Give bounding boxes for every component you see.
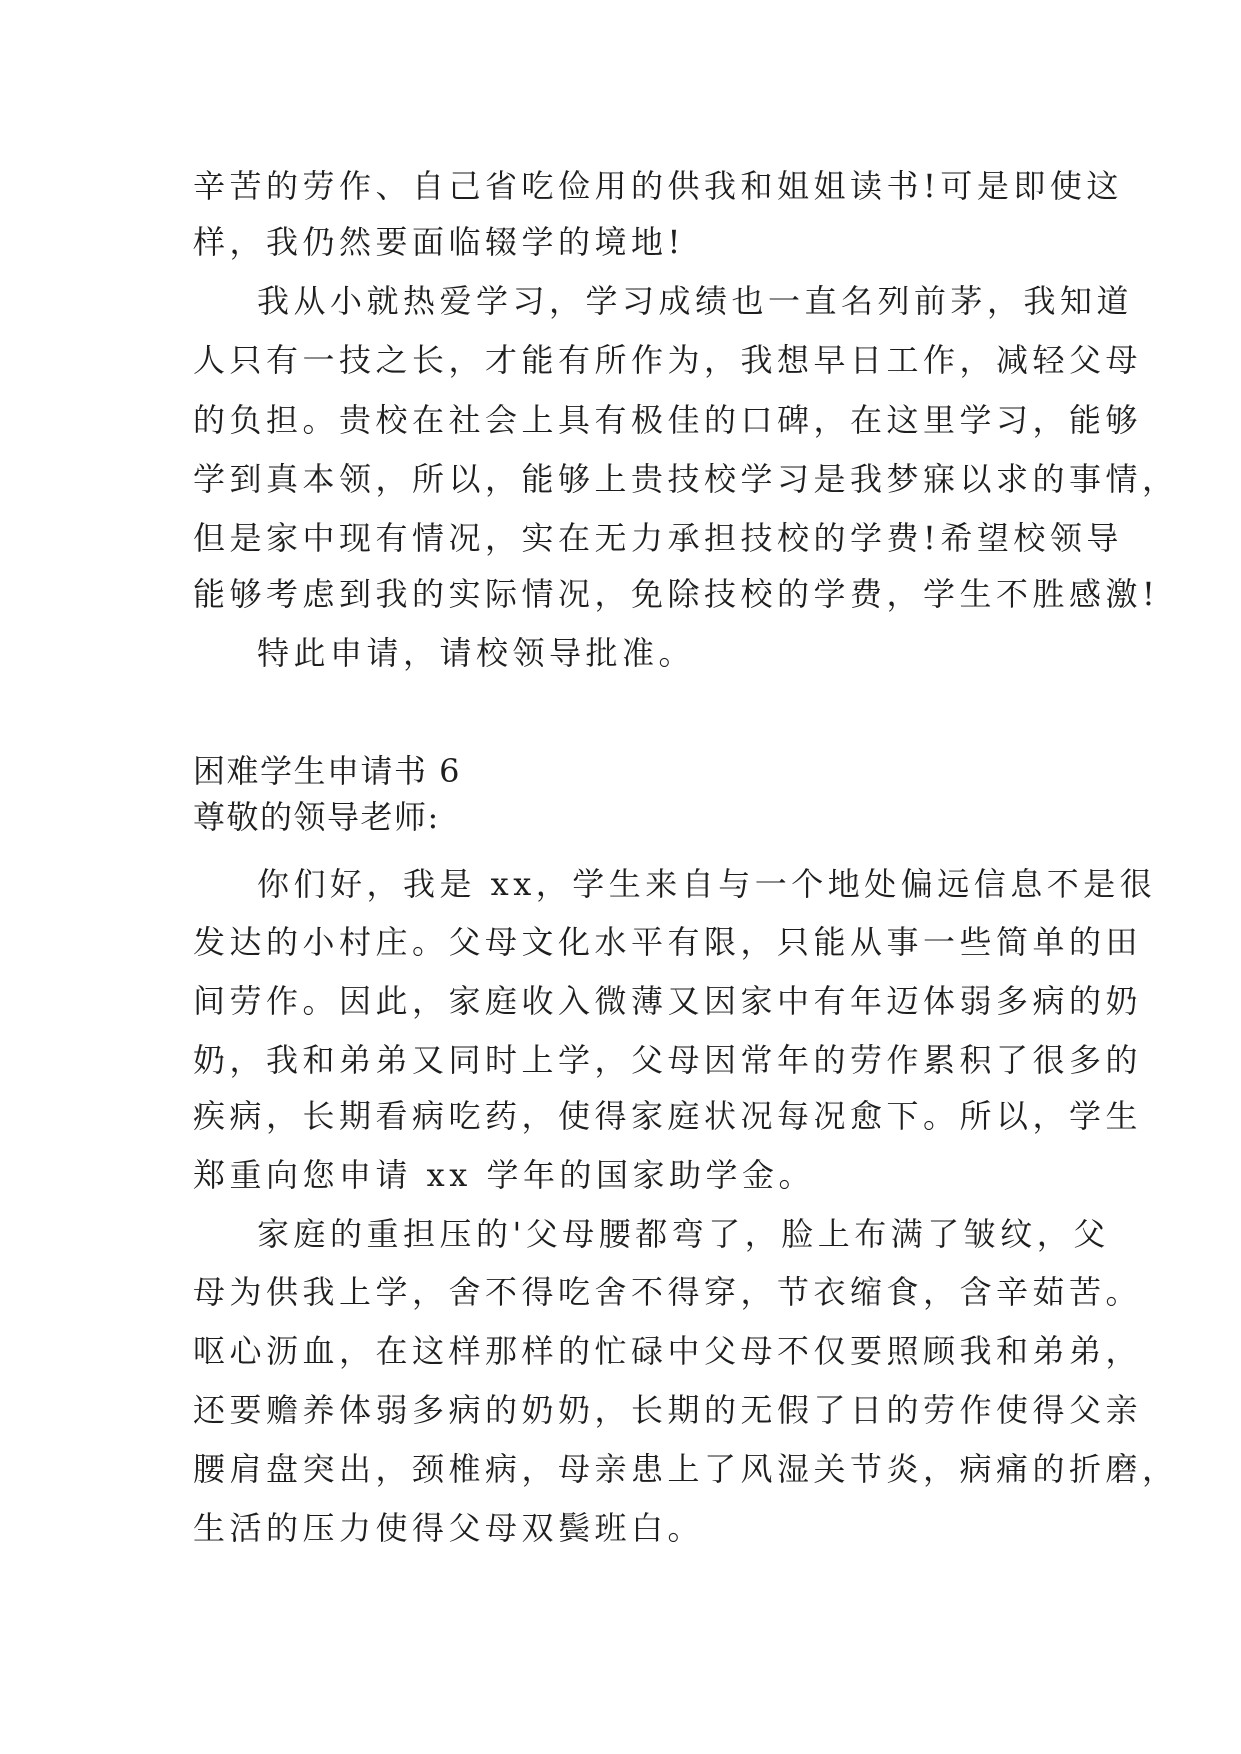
text-line: 的负担。贵校在社会上具有极佳的口碑，在这里学习，能够 [193, 401, 1143, 439]
text-line: 发达的小村庄。父母文化水平有限，只能从事一些简单的田 [193, 923, 1143, 961]
text-line: 特此申请，请校领导批准。 [257, 634, 696, 672]
text-line: 你们好，我是 xx，学生来自与一个地处偏远信息不是很 [257, 865, 1157, 903]
text-line: 奶，我和弟弟又同时上学，父母因常年的劳作累积了很多的 [193, 1041, 1143, 1079]
text-line: 样，我仍然要面临辍学的境地! [193, 223, 685, 261]
text-line: 间劳作。因此，家庭收入微薄又因家中有年迈体弱多病的奶 [193, 982, 1143, 1020]
text-line: 人只有一技之长，才能有所作为，我想早日工作，减轻父母 [193, 341, 1143, 379]
text-line: 但是家中现有情况，实在无力承担技校的学费!希望校领导 [193, 519, 1123, 557]
text-line: 生活的压力使得父母双鬓班白。 [193, 1509, 705, 1547]
text-line: 母为供我上学，舍不得吃舍不得穿，节衣缩食，含辛茹苦。 [193, 1273, 1143, 1311]
text-line: 辛苦的劳作、自己省吃俭用的供我和姐姐读书!可是即使这 [193, 167, 1123, 205]
text-line: 疾病，长期看病吃药，使得家庭状况每况愈下。所以，学生 [193, 1097, 1143, 1135]
text-line: 我从小就热爱学习，学习成绩也一直名列前茅，我知道 [257, 282, 1134, 320]
text-line: 还要赡养体弱多病的奶奶，长期的无假了日的劳作使得父亲 [193, 1391, 1143, 1429]
text-line: 郑重向您申请 xx 学年的国家助学金。 [193, 1156, 815, 1194]
text-line: 能够考虑到我的实际情况，免除技校的学费，学生不胜感激! [193, 575, 1160, 613]
section-heading: 困难学生申请书 6 [193, 752, 462, 790]
text-line: 家庭的重担压的'父母腰都弯了，脸上布满了皱纹，父 [257, 1215, 1110, 1253]
text-line: 腰肩盘突出，颈椎病，母亲患上了风湿关节炎，病痛的折磨， [193, 1450, 1179, 1488]
text-line: 学到真本领，所以，能够上贵技校学习是我梦寐以求的事情， [193, 460, 1179, 498]
text-line: 呕心沥血，在这样那样的忙碌中父母不仅要照顾我和弟弟， [193, 1332, 1143, 1370]
salutation: 尊敬的领导老师: [193, 798, 440, 836]
